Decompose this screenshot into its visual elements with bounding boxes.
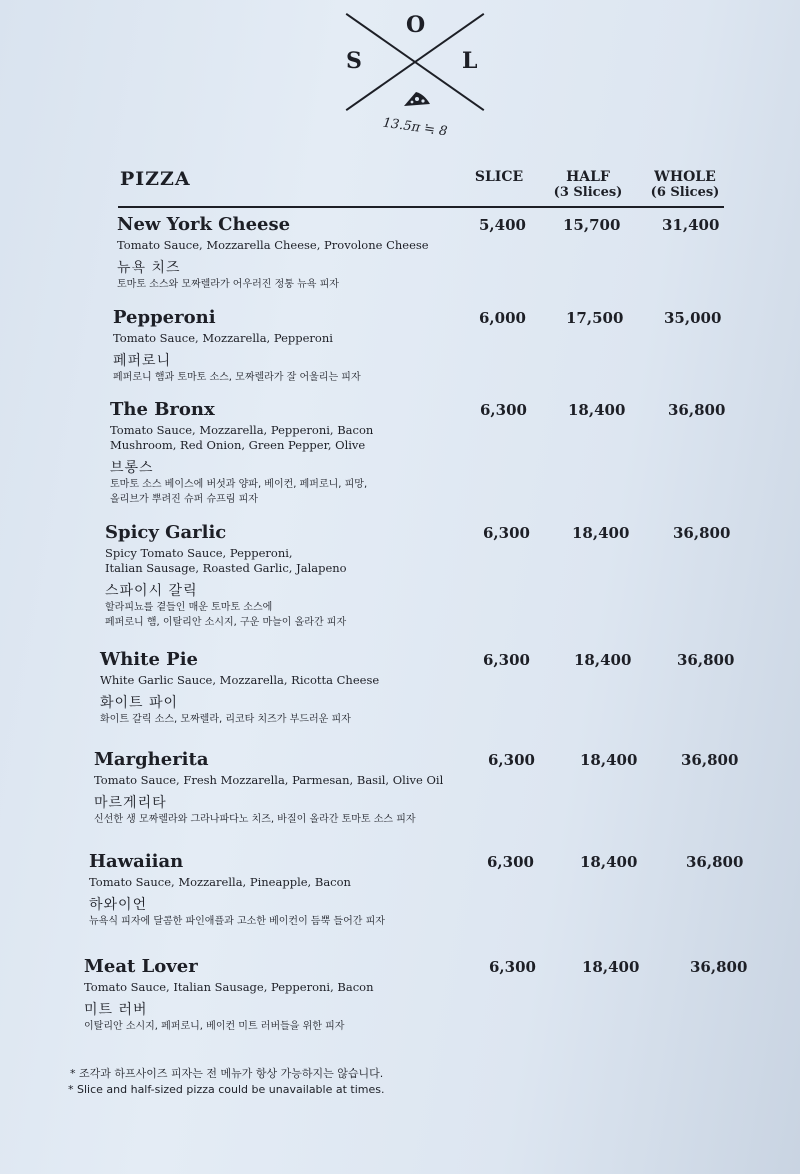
item-name: White Pie xyxy=(100,649,198,670)
price-half: 18,400 xyxy=(580,853,638,871)
item-korean-description: 할라피뇨를 곁들인 매운 토마토 소스에 페퍼로니 햄, 이탈리안 소시지, 구운 마늘이 올라간 피자 xyxy=(105,602,347,628)
item-korean-description: 이탈리안 소시지, 페퍼로니, 베이컨 미트 러버들을 위한 피자 xyxy=(84,1021,345,1032)
item-korean-name: 브롱스 xyxy=(110,460,154,476)
price-slice: 6,000 xyxy=(479,309,526,327)
price-slice: 6,300 xyxy=(483,524,530,542)
footnote-korean: * 조각과 하프사이즈 피자는 전 메뉴가 항상 가능하지는 않습니다. xyxy=(70,1067,384,1080)
item-description: Tomato Sauce, Fresh Mozzarella, Parmesan, Basil, Olive Oil xyxy=(94,773,444,787)
price-half: 18,400 xyxy=(568,401,626,419)
price-whole: 31,400 xyxy=(662,216,720,234)
column-header-slice xyxy=(470,170,528,185)
price-slice: 6,300 xyxy=(480,401,527,419)
item-korean-name: 마르게리타 xyxy=(94,795,167,811)
logo-letter-o: O xyxy=(406,12,426,38)
item-description: White Garlic Sauce, Mozzarella, Ricotta Cheese xyxy=(100,673,380,687)
item-korean-name: 화이트 파이 xyxy=(100,695,179,711)
price-slice: 6,300 xyxy=(488,751,535,769)
item-korean-name: 스파이시 갈릭 xyxy=(105,583,198,599)
item-korean-description: 토마토 소스 베이스에 버섯과 양파, 베이컨, 페퍼로니, 피망, 올리브가 뿌려진 슈퍼 슈프림 피자 xyxy=(110,479,368,505)
price-whole: 36,800 xyxy=(668,401,726,419)
item-korean-description: 페퍼로니 햄과 토마토 소스, 모짜렐라가 잘 어울리는 피자 xyxy=(113,372,361,383)
price-half: 18,400 xyxy=(574,651,632,669)
logo-tagline: 13.5π ≒ 8 xyxy=(381,115,449,140)
item-description: Tomato Sauce, Mozzarella, Pineapple, Bacon xyxy=(89,875,351,889)
item-korean-name: 미트 러버 xyxy=(84,1002,148,1018)
price-slice: 5,400 xyxy=(479,216,526,234)
item-korean-name: 페퍼로니 xyxy=(113,353,172,369)
item-description: Tomato Sauce, Mozzarella Cheese, Provolone Cheese xyxy=(117,238,429,252)
menu-item-margherita xyxy=(94,749,739,827)
price-whole: 35,000 xyxy=(664,309,722,327)
menu-item-pepperoni xyxy=(113,307,753,385)
logo-letter-l: L xyxy=(462,48,478,74)
price-whole: 36,800 xyxy=(677,651,735,669)
price-slice: 6,300 xyxy=(483,651,530,669)
section-title: PIZZA xyxy=(120,168,191,190)
price-half: 17,500 xyxy=(566,309,624,327)
price-whole: 36,800 xyxy=(686,853,744,871)
item-korean-name: 뉴욕 치즈 xyxy=(117,260,181,276)
price-half: 18,400 xyxy=(582,958,640,976)
item-name: Spicy Garlic xyxy=(105,522,227,543)
menu-item-meat-lover xyxy=(84,956,748,1034)
price-half: 18,400 xyxy=(572,524,630,542)
price-slice: 6,300 xyxy=(487,853,534,871)
footnote-english: * Slice and half-sized pizza could be unavailable at times. xyxy=(68,1083,385,1096)
price-half: 18,400 xyxy=(580,751,638,769)
price-half: 15,700 xyxy=(563,216,621,234)
item-korean-description: 토마토 소스와 모짜렐라가 어우러진 정통 뉴욕 피자 xyxy=(117,279,339,290)
item-korean-description: 화이트 갈릭 소스, 모짜렐라, 리코타 치즈가 부드러운 피자 xyxy=(100,714,351,725)
column-sublabel: (3 Slices) xyxy=(553,185,623,200)
column-header-whole xyxy=(642,170,728,200)
column-label: SLICE xyxy=(474,169,524,185)
menu-item-hawaiian xyxy=(89,851,744,929)
menu-item-new-york-cheese xyxy=(117,214,757,292)
item-description: Tomato Sauce, Italian Sausage, Pepperoni, Bacon xyxy=(84,980,374,994)
price-whole: 36,800 xyxy=(690,958,748,976)
column-label: WHOLE xyxy=(654,169,716,185)
column-sublabel: (6 Slices) xyxy=(650,185,720,200)
pizza-slice-icon xyxy=(402,88,432,108)
price-whole: 36,800 xyxy=(681,751,739,769)
item-name: Hawaiian xyxy=(89,851,184,872)
item-description: Tomato Sauce, Mozzarella, Pepperoni xyxy=(113,331,333,345)
menu-item-the-bronx xyxy=(110,399,750,507)
menu-item-spicy-garlic xyxy=(105,522,745,630)
item-korean-description: 신선한 생 모짜렐라와 그라나파다노 치즈, 바질이 올라간 토마토 소스 피자 xyxy=(94,814,416,825)
item-korean-description: 뉴욕식 피자에 달콤한 파인애플과 고소한 베이컨이 듬뿍 들어간 피자 xyxy=(89,916,385,927)
item-description: Tomato Sauce, Mozzarella, Pepperoni, Bacon Mushroom, Red Onion, Green Pepper, Olive xyxy=(110,423,374,452)
item-description: Spicy Tomato Sauce, Pepperoni, Italian Sausage, Roasted Garlic, Jalapeno xyxy=(105,546,347,575)
price-slice: 6,300 xyxy=(489,958,536,976)
logo-letter-s: S xyxy=(346,48,362,74)
price-whole: 36,800 xyxy=(673,524,731,542)
item-korean-name: 하와이언 xyxy=(89,897,148,913)
column-header-half xyxy=(546,170,630,200)
item-name: Margherita xyxy=(94,749,209,770)
sol-logo xyxy=(340,8,490,113)
header-divider xyxy=(118,206,724,208)
item-name: Meat Lover xyxy=(84,956,198,977)
item-name: New York Cheese xyxy=(117,214,291,235)
item-name: Pepperoni xyxy=(113,307,216,328)
item-name: The Bronx xyxy=(110,399,215,420)
column-label: HALF xyxy=(566,169,610,185)
menu-item-white-pie xyxy=(100,649,740,727)
